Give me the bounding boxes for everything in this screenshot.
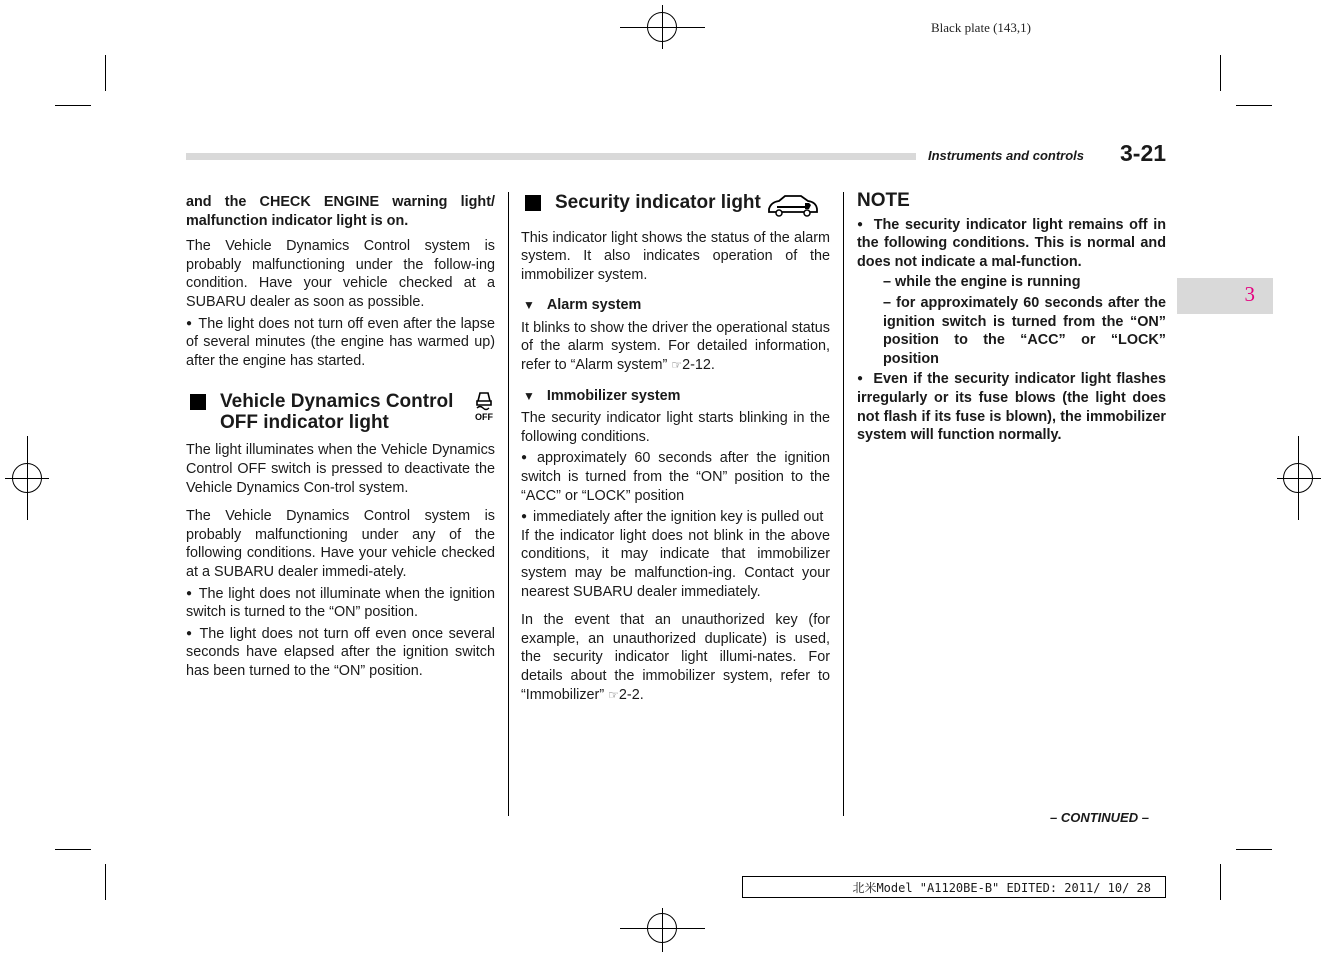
note-heading: NOTE	[857, 190, 910, 211]
list-item: ● The light does not turn off even once several seconds have elapsed after the ignition switch has been turned to the “ON” position.	[186, 625, 495, 679]
list-item: ● approximately 60 seconds after the ignition switch is turned from the “ON” position to the “ACC” or “LOCK” position	[521, 450, 830, 504]
column-left	[186, 193, 495, 680]
immobilizer-paragraph: The security indicator light starts blinking in the following conditions.	[521, 410, 830, 445]
edit-stamp: 北米Model "A1120BE-B" EDITED: 2011/ 10/ 28	[742, 876, 1166, 898]
security-paragraph: This indicator light shows the status of the alarm system. It also indicates operation of the immobilizer system.	[521, 229, 830, 283]
section-marker-icon	[190, 394, 206, 410]
svg-text:OFF: OFF	[475, 412, 493, 423]
plate-label: Black plate (143,1)	[931, 20, 1031, 35]
note-dash-item: – while the engine is running	[883, 274, 1081, 291]
header-rule	[186, 153, 916, 160]
page-reference-icon: ☞	[608, 687, 619, 702]
security-car-key-icon	[767, 193, 819, 223]
vdc-paragraph-1: The light illuminates when the Vehicle Dynamics Control OFF switch is pressed to deactivate the Vehicle Dynamics Con-trol system.	[186, 442, 495, 496]
list-item: ● The security indicator light remains off in the following conditions. This is normal and does not indicate a mal-function.	[857, 216, 1166, 270]
column-divider	[843, 192, 844, 816]
column-middle	[521, 193, 830, 704]
vdc-off-icon	[473, 388, 495, 428]
immobilizer-heading: ▼ Immobilizer system	[523, 387, 681, 404]
note-dash-item: – for approximately 60 seconds after the ignition switch is turned from the “ON” position to the “ACC” or “LOCK” position	[883, 294, 1166, 367]
intro-paragraph: The Vehicle Dynamics Control system is probably malfunctioning under the follow-ing condition. Have your vehicle checked at a SUBARU dealer as soon as possible.	[186, 238, 495, 310]
continued-label: – CONTINUED –	[1050, 810, 1149, 825]
page-number: 3-21	[1120, 140, 1167, 166]
list-item: ● Even if the security indicator light flashes irregularly or its fuse blows (the light does not flash if its fuse is blown), the immobilizer system will function normally.	[857, 371, 1167, 444]
immobilizer-paragraph-2: If the indicator light does not blink in the above conditions, it may indicate that immobilizer system may be malfunction-ing. Contact your nearest SUBARU dealer immediately.	[521, 527, 830, 600]
section-title: Instruments and controls	[928, 148, 1085, 163]
intro-bold-text: and the CHECK ENGINE warning light/ malfunction indicator light is on.	[186, 194, 495, 229]
column-divider	[508, 192, 509, 816]
alarm-system-heading: ▼ Alarm system	[523, 297, 642, 314]
immobilizer-paragraph-3: In the event that an unauthorized key (for example, an unauthorized duplicate) is used, the security indicator light illumi-nates. For details about the immobilizer system, refer to “Immobilizer” ☞2-2.	[521, 612, 830, 703]
column-right	[857, 190, 1167, 445]
list-item: ● The light does not illuminate when the ignition switch is turned to the “ON” position.	[186, 585, 495, 621]
section-marker-icon	[525, 195, 541, 211]
page-reference-icon: ☞	[671, 358, 683, 373]
chapter-tab-number: 3	[1244, 282, 1255, 306]
list-item: ● The light does not turn off even after the lapse of several minutes (the engine has warmed up) after the engine has started.	[186, 315, 495, 369]
vdc-heading: Vehicle Dynamics Control OFF indicator light OFF	[186, 392, 495, 433]
security-heading: Security indicator light	[521, 193, 830, 223]
vdc-paragraph-2: The Vehicle Dynamics Control system is probably malfunctioning under any of the following conditions. Have your vehicle checked at a SUBARU dealer immedi-ately.	[186, 508, 495, 580]
alarm-paragraph: It blinks to show the driver the operational status of the alarm system. For detailed information, refer to “Alarm system” ☞2-12.	[521, 319, 830, 374]
chapter-tab	[1177, 278, 1273, 314]
list-item: ● immediately after the ignition key is pulled out	[521, 509, 824, 526]
